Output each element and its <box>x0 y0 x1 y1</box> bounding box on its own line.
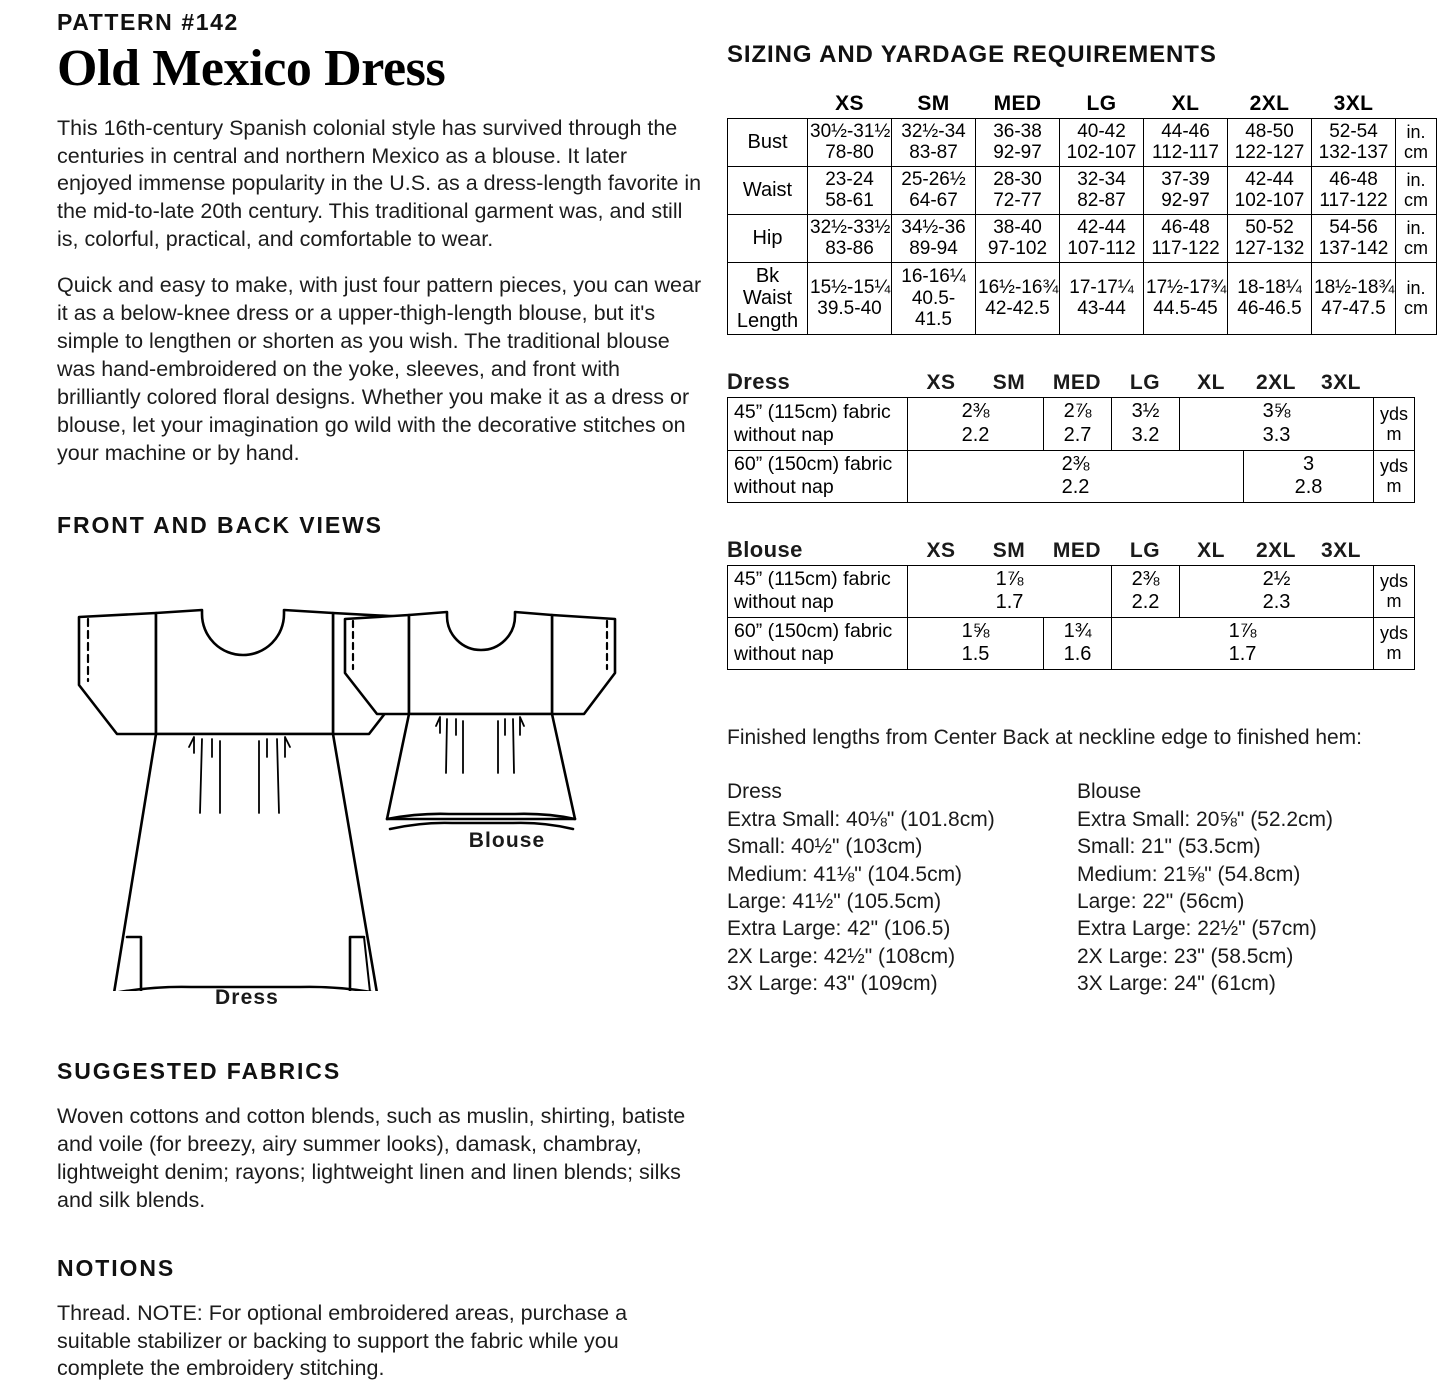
description-paragraph-1: This 16th-century Spanish colonial style has survived through the centuries in central and northern Mexico as a blouse. It later enjoyed immense popularity in the U.S. as a dress-length favorite in the mid-to-late 20th century. This traditional garment was, and still is, colorful, practical, and comfortable to wear. <box>57 115 702 252</box>
finished-lengths-dress-heading: Dress <box>727 780 782 804</box>
sizing-size-header-3xl: 3XL <box>1333 92 1374 115</box>
blouse-yardage-row <box>728 565 1415 617</box>
finished-length-dress-item: 2X Large: 42½" (108cm) <box>727 944 956 968</box>
yardage-cell: 2⅜ 2.2 <box>908 398 1044 450</box>
blouse-yardage-row <box>728 617 1415 669</box>
dress-size-header-2xl: 2XL <box>1255 371 1296 395</box>
dress-size-header-3xl: 3XL <box>1320 371 1361 395</box>
finished-length-blouse-item: Extra Large: 22½" (57cm) <box>1077 917 1317 941</box>
sizing-cell: 44-46 112-117 <box>1144 118 1228 166</box>
yardage-cell: 3½ 3.2 <box>1112 398 1180 450</box>
finished-lengths-intro: Finished lengths from Center Back at neckline edge to finished hem: <box>727 726 1363 750</box>
finished-lengths-columns <box>727 780 1427 997</box>
yardage-cell: 1⅞ 1.7 <box>1112 617 1374 669</box>
dress-yardage-table <box>727 397 1415 502</box>
sizing-size-header-sm: SM <box>917 92 950 115</box>
blouse-size-header-sm: SM <box>992 538 1026 562</box>
sizing-cell: 38-40 97-102 <box>976 214 1060 262</box>
dress-yardage-block <box>727 369 1427 502</box>
sizing-cell: 25-26½ 64-67 <box>892 166 976 214</box>
sizing-cell: 17-17¼ 43-44 <box>1060 262 1144 335</box>
sizing-row <box>728 118 1437 166</box>
yardage-cell: 2⅜ 2.2 <box>908 450 1244 502</box>
dress-size-header-xs: XS <box>926 371 956 395</box>
sizing-row <box>728 214 1437 262</box>
yardage-unit-cell: yds m <box>1374 617 1415 669</box>
finished-length-dress-item: 3X Large: 43" (109cm) <box>727 971 938 995</box>
sizing-cell: 32½-34 83-87 <box>892 118 976 166</box>
yardage-cell: 2⅜ 2.2 <box>1112 565 1180 617</box>
sizing-size-header-lg: LG <box>1086 92 1117 115</box>
blouse-size-header-3xl: 3XL <box>1320 538 1361 562</box>
blouse-size-header-xs: XS <box>926 538 956 562</box>
finished-length-blouse-item: 3X Large: 24" (61cm) <box>1077 971 1276 995</box>
page-title: Old Mexico Dress <box>57 40 446 97</box>
garment-illustrations <box>57 561 677 1016</box>
sizing-unit-cell: in. cm <box>1396 214 1437 262</box>
finished-length-blouse-item: Medium: 21⅝" (54.8cm) <box>1077 862 1301 886</box>
sizing-cell: 30½-31½ 78-80 <box>808 118 892 166</box>
finished-length-dress-item: Medium: 41⅛" (104.5cm) <box>727 862 963 886</box>
sizing-cell: 16-16¼ 40.5-41.5 <box>892 262 976 335</box>
sizing-cell: 15½-15¼ 39.5-40 <box>808 262 892 335</box>
sizing-header-unit <box>1396 90 1437 118</box>
dress-yardage-row <box>728 450 1415 502</box>
yardage-unit-cell: yds m <box>1374 450 1415 502</box>
sizing-size-header-xl: XL <box>1171 92 1200 115</box>
sizing-cell: 42-44 107-112 <box>1060 214 1144 262</box>
dress-size-header-med: MED <box>1052 371 1102 395</box>
yardage-cell: 2⅞ 2.7 <box>1044 398 1112 450</box>
front-back-views-heading: FRONT AND BACK VIEWS <box>57 511 383 538</box>
blouse-yardage-title: Blouse <box>727 536 803 562</box>
finished-length-dress-item: Extra Small: 40⅛" (101.8cm) <box>727 808 995 832</box>
sizing-cell: 32½-33½ 83-86 <box>808 214 892 262</box>
sizing-size-header-med: MED <box>993 92 1042 115</box>
sizing-cell: 42-44 102-107 <box>1228 166 1312 214</box>
yardage-cell: 1⅞ 1.7 <box>908 565 1112 617</box>
sizing-cell: 16½-16¾ 42-42.5 <box>976 262 1060 335</box>
dress-figure-label: Dress <box>215 985 279 1009</box>
sizing-cell: 54-56 137-142 <box>1312 214 1396 262</box>
yardage-cell: 1¾ 1.6 <box>1044 617 1112 669</box>
finished-length-blouse-item: Extra Small: 20⅝" (52.2cm) <box>1077 808 1334 832</box>
finished-length-dress-item: Extra Large: 42" (106.5) <box>727 917 951 941</box>
finished-length-dress-item: Small: 40½" (103cm) <box>727 835 923 859</box>
blouse-yardage-header <box>727 537 1414 563</box>
finished-length-blouse-item: Small: 21" (53.5cm) <box>1077 835 1261 859</box>
sizing-row <box>728 166 1437 214</box>
sizing-row <box>728 262 1437 335</box>
sizing-unit-cell: in. cm <box>1396 118 1437 166</box>
sizing-row-label: Bust <box>728 118 808 166</box>
sizing-cell: 52-54 132-137 <box>1312 118 1396 166</box>
suggested-fabrics-heading: SUGGESTED FABRICS <box>57 1057 342 1084</box>
finished-lengths-dress-column <box>727 780 1077 997</box>
description-paragraph-2: Quick and easy to make, with just four pattern pieces, you can wear it as a below-knee dress or a upper-thigh-length blouse, but it's simple to lengthen or shorten as you wish. The traditional blouse was hand-embroidered on the yoke, sleeves, and front with brilliantly colored floral designs. Whether you make it as a dress or blouse, let your imagination go wild with the decorative stitches on your machine or by hand. <box>57 273 702 465</box>
yardage-unit-cell: yds m <box>1374 398 1415 450</box>
blouse-figure-label: Blouse <box>468 828 546 852</box>
sizing-row-label: Waist <box>728 166 808 214</box>
sizing-cell: 40-42 102-107 <box>1060 118 1144 166</box>
fabric-width-label: 45” (115cm) fabric without nap <box>728 565 908 617</box>
sizing-table-header-row <box>728 90 1437 118</box>
sizing-cell: 36-38 92-97 <box>976 118 1060 166</box>
sizing-row-label: Hip <box>728 214 808 262</box>
sizing-cell: 37-39 92-97 <box>1144 166 1228 214</box>
dress-yardage-title: Dress <box>727 369 791 395</box>
fabric-width-label: 45” (115cm) fabric without nap <box>728 398 908 450</box>
sizing-yardage-heading: SIZING AND YARDAGE REQUIREMENTS <box>727 41 1217 68</box>
yardage-cell: 2½ 2.3 <box>1180 565 1374 617</box>
sizing-cell: 28-30 72-77 <box>976 166 1060 214</box>
fabric-width-label: 60” (150cm) fabric without nap <box>728 450 908 502</box>
sizing-size-header-xs: XS <box>835 92 864 115</box>
sizing-cell: 18½-18¾ 47-47.5 <box>1312 262 1396 335</box>
blouse-yardage-table <box>727 565 1415 670</box>
left-column <box>57 0 707 1383</box>
sizing-cell: 23-24 58-61 <box>808 166 892 214</box>
sizing-table <box>727 90 1437 335</box>
sizing-cell: 46-48 117-122 <box>1144 214 1228 262</box>
finished-length-dress-item: Large: 41½" (105.5cm) <box>727 889 942 913</box>
sizing-cell: 46-48 117-122 <box>1312 166 1396 214</box>
dress-yardage-row <box>728 398 1415 450</box>
yardage-unit-cell: yds m <box>1374 565 1415 617</box>
sizing-cell: 50-52 127-132 <box>1228 214 1312 262</box>
yardage-cell: 1⅝ 1.5 <box>908 617 1044 669</box>
pattern-number: PATTERN #142 <box>57 9 239 35</box>
finished-lengths-blouse-heading: Blouse <box>1077 780 1142 804</box>
yardage-cell: 3 2.8 <box>1244 450 1374 502</box>
blouse-size-header-2xl: 2XL <box>1255 538 1296 562</box>
dress-yardage-header <box>727 369 1414 395</box>
right-column <box>727 0 1427 997</box>
finished-length-blouse-item: 2X Large: 23" (58.5cm) <box>1077 944 1294 968</box>
blouse-size-header-med: MED <box>1052 538 1102 562</box>
sizing-cell: 17½-17¾ 44.5-45 <box>1144 262 1228 335</box>
notions-heading: NOTIONS <box>57 1254 176 1281</box>
blouse-size-header-lg: LG <box>1129 538 1161 562</box>
sizing-cell: 34½-36 89-94 <box>892 214 976 262</box>
sizing-cell: 18-18¼ 46-46.5 <box>1228 262 1312 335</box>
blouse-figure <box>345 612 615 829</box>
yardage-cell: 3⅝ 3.3 <box>1180 398 1374 450</box>
sizing-row-label: Bk Waist Length <box>728 262 808 335</box>
sizing-cell: 32-34 82-87 <box>1060 166 1144 214</box>
garment-technical-drawings <box>57 561 677 991</box>
fabric-width-label: 60” (150cm) fabric without nap <box>728 617 908 669</box>
blouse-size-header-xl: XL <box>1197 538 1225 562</box>
sizing-cell: 48-50 122-127 <box>1228 118 1312 166</box>
finished-lengths-blouse-column <box>1077 780 1427 997</box>
blouse-yardage-block <box>727 537 1427 670</box>
sizing-unit-cell: in. cm <box>1396 262 1437 335</box>
sizing-size-header-2xl: 2XL <box>1249 92 1290 115</box>
dress-size-header-lg: LG <box>1129 371 1161 395</box>
notions-body: Thread. NOTE: For optional embroidered areas, purchase a suitable stabilizer or backing to support the fabric while you complete the embroidery stitching. <box>57 1300 628 1381</box>
suggested-fabrics-body: Woven cottons and cotton blends, such as muslin, shirting, batiste and voile (for breezy, airy summer looks), damask, chambray, lightweight denim; rayons; lightweight linen and linen blends; silks and silk blends. <box>57 1103 686 1212</box>
dress-size-header-sm: SM <box>992 371 1026 395</box>
finished-length-blouse-item: Large: 22" (56cm) <box>1077 889 1245 913</box>
sizing-header-corner <box>728 90 808 118</box>
sizing-unit-cell: in. cm <box>1396 166 1437 214</box>
dress-size-header-xl: XL <box>1197 371 1225 395</box>
